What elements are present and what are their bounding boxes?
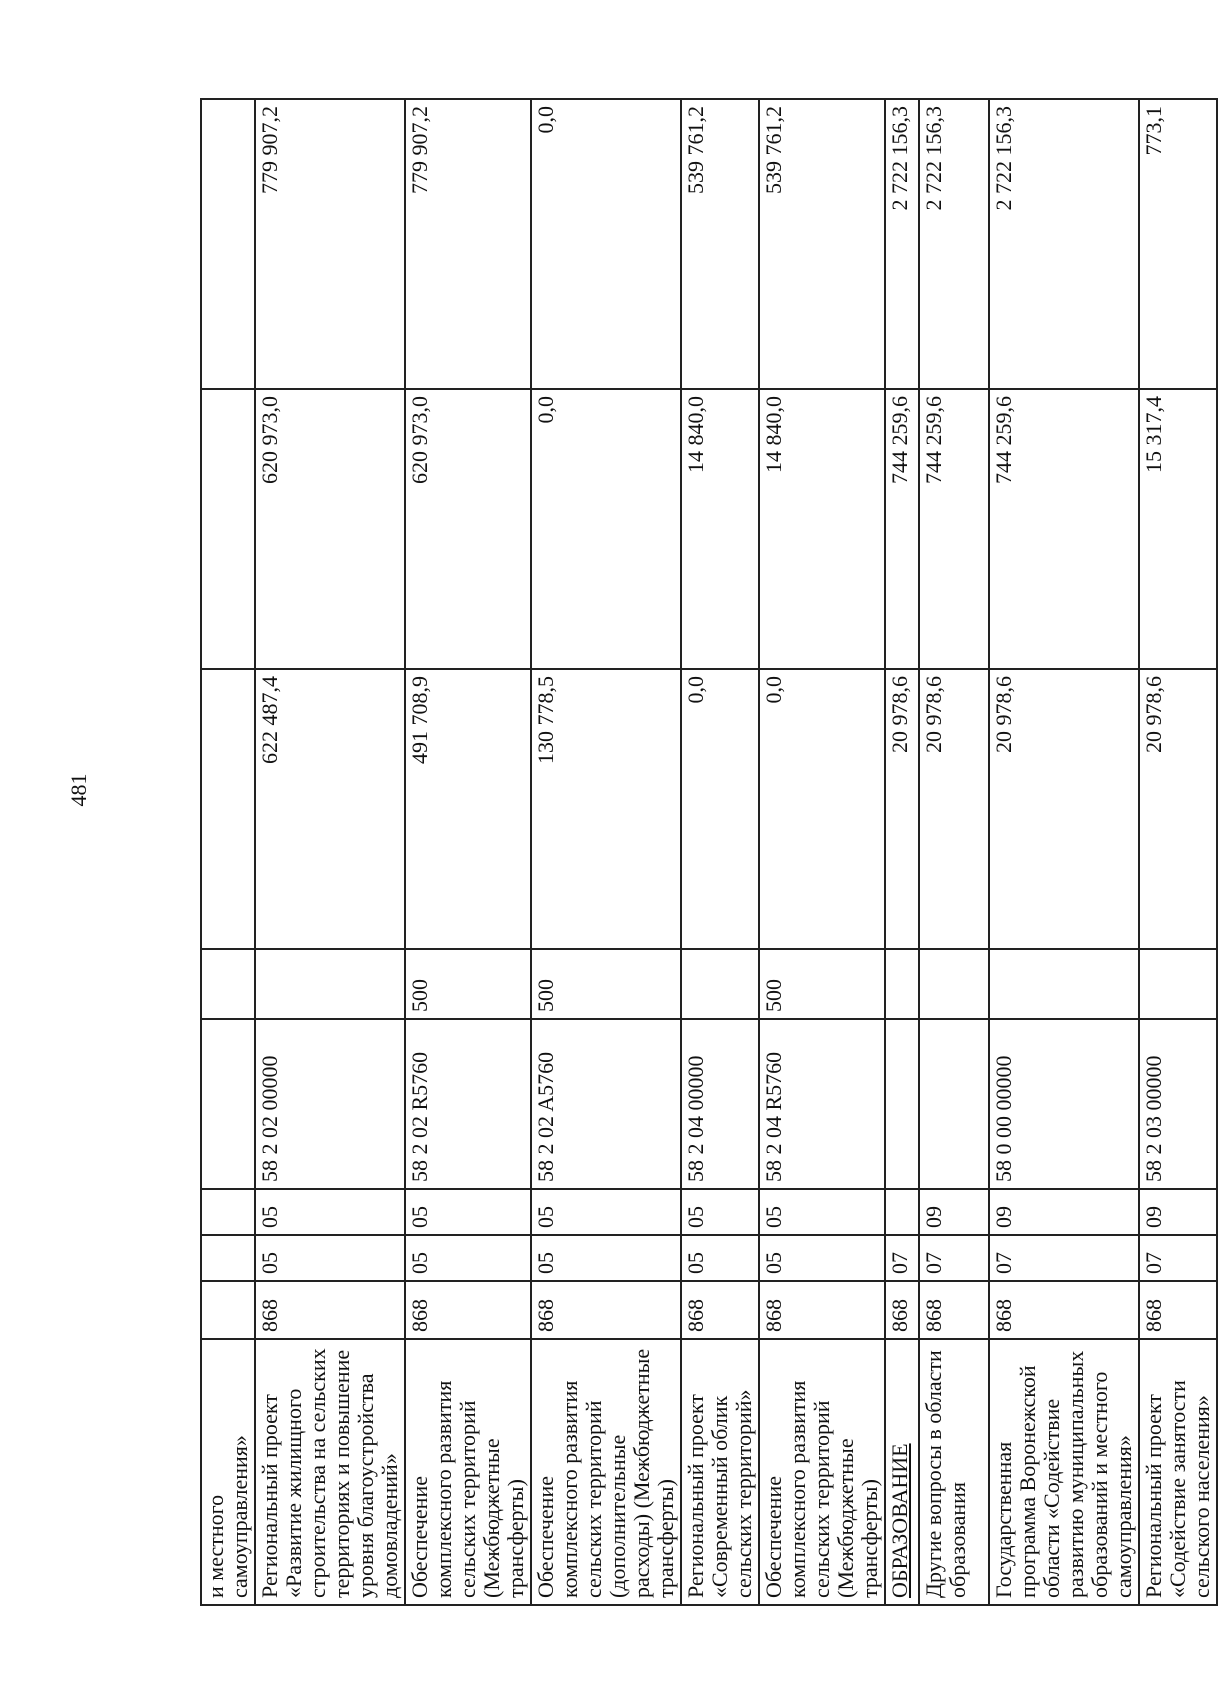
target-article-cell xyxy=(531,1019,681,1189)
amount-1-cell xyxy=(255,669,405,949)
subsection-code-cell xyxy=(885,1189,919,1235)
target-article-cell xyxy=(201,1019,255,1189)
expense-type-cell xyxy=(1139,949,1217,1019)
amount-1-cell xyxy=(989,669,1139,949)
section-code-cell xyxy=(885,1235,919,1281)
ministry-code-cell xyxy=(255,1281,405,1339)
table-row xyxy=(531,99,681,1605)
section-code-text: 07 xyxy=(1141,1252,1166,1274)
budget-table xyxy=(200,98,1218,1606)
section-code-text: 05 xyxy=(257,1252,282,1274)
ministry-code-text: 868 xyxy=(921,1299,946,1332)
amount-1-text: 20 978,6 xyxy=(887,676,912,753)
section-code-text: 05 xyxy=(533,1252,558,1274)
section-code-cell xyxy=(255,1235,405,1281)
section-code-cell xyxy=(201,1235,255,1281)
subsection-code-cell xyxy=(531,1189,681,1235)
amount-2-cell xyxy=(989,389,1139,669)
amount-2-cell xyxy=(759,389,885,669)
amount-3-cell xyxy=(531,99,681,389)
amount-1-text: 622 487,4 xyxy=(257,676,282,764)
target-article-text: 58 2 03 00000 xyxy=(1141,1055,1166,1182)
ministry-code-cell xyxy=(885,1281,919,1339)
ministry-code-cell xyxy=(405,1281,531,1339)
amount-2-text: 620 973,0 xyxy=(407,396,432,484)
amount-3-text: 539 761,2 xyxy=(761,106,786,194)
table-row xyxy=(1139,99,1217,1605)
amount-2-text: 744 259,6 xyxy=(921,396,946,484)
subsection-code-cell xyxy=(201,1189,255,1235)
row-name-text: Обеспечение комплексного развития сельских территорий (дополнительные расходы) (Межбюджетные трансферты) xyxy=(533,1348,678,1598)
ministry-code-text: 868 xyxy=(407,1299,432,1332)
row-name-text: Региональный проект «Развитие жилищного строительства на сельских территориях и повышение уровня благоустройства домовладений» xyxy=(257,1348,402,1598)
ministry-code-text: 868 xyxy=(991,1299,1016,1332)
amount-1-cell xyxy=(405,669,531,949)
amount-1-text: 20 978,6 xyxy=(921,676,946,753)
subsection-code-cell xyxy=(919,1189,989,1235)
section-code-cell xyxy=(531,1235,681,1281)
subsection-code-cell xyxy=(1139,1189,1217,1235)
row-name-text: Обеспечение комплексного развития сельских территорий (Межбюджетные трансферты) xyxy=(761,1380,882,1598)
page-number: 481 xyxy=(66,773,91,807)
amount-1-cell xyxy=(681,669,759,949)
ministry-code-cell xyxy=(919,1281,989,1339)
expense-type-cell xyxy=(919,949,989,1019)
target-article-text: 58 2 02 R5760 xyxy=(407,1051,432,1182)
table-row xyxy=(201,99,255,1605)
amount-3-cell xyxy=(255,99,405,389)
amount-1-text: 20 978,6 xyxy=(991,676,1016,753)
amount-2-cell xyxy=(201,389,255,669)
amount-3-cell xyxy=(759,99,885,389)
subsection-code-text: 09 xyxy=(1141,1206,1166,1228)
section-code-cell xyxy=(405,1235,531,1281)
row-name-cell xyxy=(681,1339,759,1605)
target-article-text: 58 2 04 R5760 xyxy=(761,1051,786,1182)
row-name-cell xyxy=(201,1339,255,1605)
section-code-cell xyxy=(759,1235,885,1281)
row-name-text: Региональный проект «Содействие занятости сельского населения» xyxy=(1141,1380,1214,1598)
subsection-code-text: 09 xyxy=(991,1206,1016,1228)
row-name-cell xyxy=(919,1339,989,1605)
ministry-code-cell xyxy=(531,1281,681,1339)
ministry-code-text: 868 xyxy=(1141,1299,1166,1332)
row-name-text: Обеспечение комплексного развития сельских территорий (Межбюджетные трансферты) xyxy=(407,1380,528,1598)
target-article-text: 58 2 02 00000 xyxy=(257,1055,282,1182)
section-code-cell xyxy=(681,1235,759,1281)
amount-3-cell xyxy=(1139,99,1217,389)
expense-type-cell xyxy=(405,949,531,1019)
subsection-code-cell xyxy=(405,1189,531,1235)
amount-3-cell xyxy=(885,99,919,389)
amount-1-text: 491 708,9 xyxy=(407,676,432,764)
amount-3-cell xyxy=(919,99,989,389)
section-code-text: 05 xyxy=(761,1252,786,1274)
ministry-code-text: 868 xyxy=(761,1299,786,1332)
target-article-text: 58 0 00 00000 xyxy=(991,1055,1016,1182)
expense-type-text: 500 xyxy=(533,979,558,1012)
ministry-code-text: 868 xyxy=(533,1299,558,1332)
section-code-text: 05 xyxy=(683,1252,708,1274)
amount-3-text: 773,1 xyxy=(1141,106,1166,156)
amount-2-cell xyxy=(919,389,989,669)
table-row xyxy=(255,99,405,1605)
expense-type-cell xyxy=(531,949,681,1019)
amount-3-cell xyxy=(681,99,759,389)
ministry-code-cell xyxy=(201,1281,255,1339)
amount-3-text: 2 722 156,3 xyxy=(991,106,1016,211)
row-name-cell xyxy=(885,1339,919,1605)
ministry-code-cell xyxy=(759,1281,885,1339)
amount-3-text: 2 722 156,3 xyxy=(921,106,946,211)
expense-type-cell xyxy=(255,949,405,1019)
target-article-text: 58 2 02 A5760 xyxy=(533,1051,558,1182)
section-code-text: 05 xyxy=(407,1252,432,1274)
amount-3-text: 779 907,2 xyxy=(407,106,432,194)
subsection-code-cell xyxy=(255,1189,405,1235)
target-article-cell xyxy=(1139,1019,1217,1189)
expense-type-cell xyxy=(885,949,919,1019)
ministry-code-text: 868 xyxy=(887,1299,912,1332)
amount-2-cell xyxy=(885,389,919,669)
table-row xyxy=(989,99,1139,1605)
section-code-text: 07 xyxy=(887,1252,912,1274)
expense-type-cell xyxy=(681,949,759,1019)
amount-3-text: 0,0 xyxy=(533,106,558,134)
subsection-code-text: 05 xyxy=(407,1206,432,1228)
ministry-code-text: 868 xyxy=(257,1299,282,1332)
subsection-code-text: 05 xyxy=(761,1206,786,1228)
ministry-code-cell xyxy=(989,1281,1139,1339)
section-code-cell xyxy=(919,1235,989,1281)
section-code-text: 07 xyxy=(921,1252,946,1274)
amount-3-text: 779 907,2 xyxy=(257,106,282,194)
target-article-cell xyxy=(919,1019,989,1189)
amount-2-cell xyxy=(681,389,759,669)
target-article-cell xyxy=(989,1019,1139,1189)
row-name-cell xyxy=(989,1339,1139,1605)
amount-2-text: 14 840,0 xyxy=(761,396,786,473)
expense-type-text: 500 xyxy=(761,979,786,1012)
table-row xyxy=(681,99,759,1605)
amount-3-text: 539 761,2 xyxy=(683,106,708,194)
table-row xyxy=(885,99,919,1605)
amount-2-text: 15 317,4 xyxy=(1141,396,1166,473)
expense-type-cell xyxy=(201,949,255,1019)
row-name-text: Региональный проект «Современный облик сельских территорий» xyxy=(683,1389,756,1598)
ministry-code-cell xyxy=(1139,1281,1217,1339)
amount-2-cell xyxy=(1139,389,1217,669)
amount-3-cell xyxy=(405,99,531,389)
row-name-cell xyxy=(405,1339,531,1605)
amount-3-cell xyxy=(201,99,255,389)
section-code-cell xyxy=(1139,1235,1217,1281)
amount-1-text: 0,0 xyxy=(761,676,786,704)
section-code-text: 07 xyxy=(991,1252,1016,1274)
row-name-text: Другие вопросы в области образования xyxy=(921,1350,970,1598)
expense-type-text: 500 xyxy=(407,979,432,1012)
row-name-cell xyxy=(1139,1339,1217,1605)
amount-1-text: 20 978,6 xyxy=(1141,676,1166,753)
amount-1-cell xyxy=(885,669,919,949)
amount-2-text: 620 973,0 xyxy=(257,396,282,484)
subsection-code-text: 05 xyxy=(257,1206,282,1228)
amount-2-cell xyxy=(531,389,681,669)
amount-3-cell xyxy=(989,99,1139,389)
amount-1-cell xyxy=(759,669,885,949)
table-row xyxy=(405,99,531,1605)
expense-type-cell xyxy=(989,949,1139,1019)
row-name-cell xyxy=(255,1339,405,1605)
amount-1-text: 130 778,5 xyxy=(533,676,558,764)
amount-1-cell xyxy=(1139,669,1217,949)
ministry-code-text: 868 xyxy=(683,1299,708,1332)
amount-2-text: 14 840,0 xyxy=(683,396,708,473)
row-name-text: ОБРАЗОВАНИЕ xyxy=(887,1443,912,1598)
amount-3-text: 2 722 156,3 xyxy=(887,106,912,211)
expense-type-cell xyxy=(759,949,885,1019)
row-name-cell xyxy=(759,1339,885,1605)
row-name-text: Государственная программа Воронежской области «Содействие развитию муниципальных образований и местного самоуправления» xyxy=(991,1350,1136,1598)
rotated-table-wrapper xyxy=(200,100,1214,1606)
subsection-code-cell xyxy=(989,1189,1139,1235)
subsection-code-text: 05 xyxy=(683,1206,708,1228)
amount-1-text: 0,0 xyxy=(683,676,708,704)
amount-2-text: 744 259,6 xyxy=(887,396,912,484)
target-article-text: 58 2 04 00000 xyxy=(683,1055,708,1182)
target-article-cell xyxy=(405,1019,531,1189)
amount-1-cell xyxy=(919,669,989,949)
amount-2-text: 0,0 xyxy=(533,396,558,424)
target-article-cell xyxy=(885,1019,919,1189)
amount-1-cell xyxy=(201,669,255,949)
amount-2-text: 744 259,6 xyxy=(991,396,1016,484)
section-code-cell xyxy=(989,1235,1139,1281)
ministry-code-cell xyxy=(681,1281,759,1339)
table-row xyxy=(919,99,989,1605)
amount-2-cell xyxy=(405,389,531,669)
target-article-cell xyxy=(255,1019,405,1189)
subsection-code-text: 05 xyxy=(533,1206,558,1228)
amount-1-cell xyxy=(531,669,681,949)
target-article-cell xyxy=(759,1019,885,1189)
amount-2-cell xyxy=(255,389,405,669)
target-article-cell xyxy=(681,1019,759,1189)
subsection-code-text: 09 xyxy=(921,1206,946,1228)
table-row xyxy=(759,99,885,1605)
row-name-text: и местного самоуправления» xyxy=(203,1435,252,1598)
row-name-cell xyxy=(531,1339,681,1605)
subsection-code-cell xyxy=(681,1189,759,1235)
subsection-code-cell xyxy=(759,1189,885,1235)
